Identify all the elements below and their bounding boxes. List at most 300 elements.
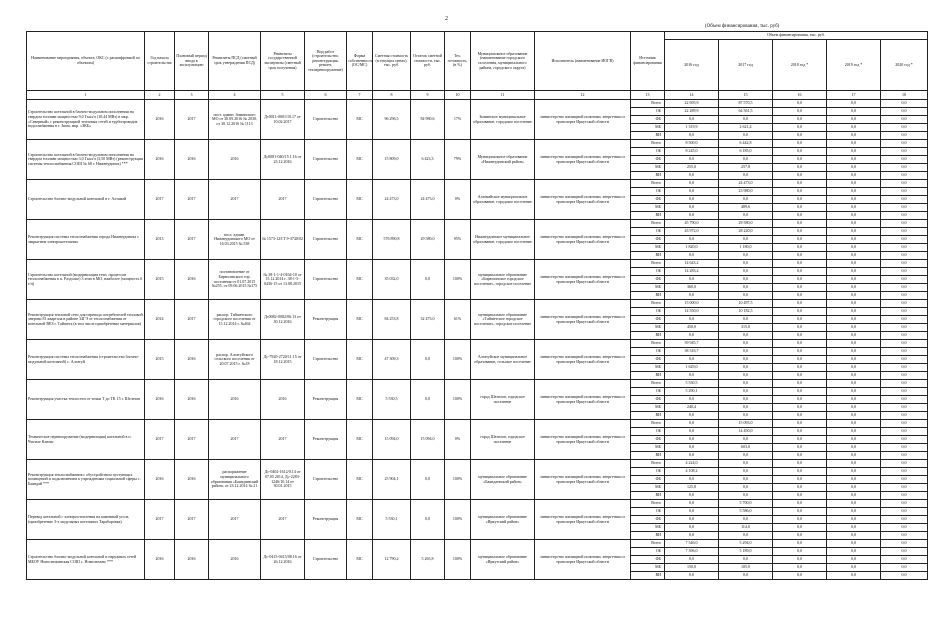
value-2018: 0,0 (773, 532, 827, 540)
value-2019: 0,0 (827, 156, 881, 164)
header-executor: Исполнитель (наименование ИОГВ) (535, 32, 631, 91)
funding-source: ВИ (631, 292, 665, 300)
value-2020: 0,0 (881, 356, 928, 364)
psd-details: 2017 (209, 500, 261, 540)
value-2019: 0,0 (827, 340, 881, 348)
value-2017: 2 621,4 (719, 124, 773, 132)
value-2018: 0,0 (773, 380, 827, 388)
value-2018: 0,0 (773, 476, 827, 484)
table-row (27, 180, 928, 188)
psd-details: распор. Тайшетского городского поселения от 15.12.2014 г. №464 (209, 300, 261, 340)
value-2018: 0,0 (773, 452, 827, 460)
value-2017: 0,0 (719, 396, 773, 404)
value-2020: 0,0 (881, 388, 928, 396)
work-type: Строительство (305, 460, 347, 500)
table-row (27, 380, 928, 388)
funding-source: Всего (631, 260, 665, 268)
municipality: муниципальное образование «Бирюсинское городское поселение», городское поселение (471, 260, 535, 300)
value-2018: 0,0 (773, 148, 827, 156)
object-name: Строительство котельной (модернизация техн. процессов теплоснабжения в п. Раздолье) 3 этап в МО, наиболее (мощность 6 т/ч) (27, 260, 145, 300)
value-2016: 0,0 (665, 188, 719, 196)
municipality: муниципальное образование «Баяндаевский район» (471, 460, 535, 500)
column-number: 14 (665, 91, 719, 100)
value-2017: 0,0 (719, 212, 773, 220)
value-2016: 39 945,7 (665, 340, 719, 348)
value-2017: 0,0 (719, 132, 773, 140)
executor: министерство жилищной политики, энергетики и транспорта Иркутской области (535, 460, 631, 500)
funding-source: МБ (631, 564, 665, 572)
header-2020: 2020 год * (881, 40, 928, 91)
value-2016: 0,0 (665, 276, 719, 284)
value-2019: 0,0 (827, 108, 881, 116)
remainder-cost: 0,0 (411, 380, 445, 420)
value-2020: 0,0 (881, 444, 928, 452)
value-2018: 0,0 (773, 356, 827, 364)
value-2018: 0,0 (773, 212, 827, 220)
ownership: МС (347, 380, 373, 420)
value-2018: 0,0 (773, 284, 827, 292)
value-2019: 0,0 (827, 140, 881, 148)
funding-source: ФБ (631, 356, 665, 364)
remainder-cost: 29 580,0 (411, 220, 445, 260)
value-2016: 43 972,0 (665, 228, 719, 236)
funding-source: ВИ (631, 532, 665, 540)
value-2019: 0,0 (827, 452, 881, 460)
value-2019: 0,0 (827, 444, 881, 452)
value-2018: 0,0 (773, 164, 827, 172)
value-2016: 0,0 (665, 204, 719, 212)
year-commission: 2017 (175, 300, 209, 340)
value-2017: 0,0 (719, 372, 773, 380)
value-2020: 0,0 (881, 268, 928, 276)
value-2018: 0,0 (773, 492, 827, 500)
value-2020: 0,0 (881, 340, 928, 348)
value-2020: 0,0 (881, 164, 928, 172)
value-2020: 0,0 (881, 396, 928, 404)
value-2017: 64 561,5 (719, 108, 773, 116)
expertise-details: Дс-0402-1612/0.14 от 07.05.2014, Дс-2283-1246/10.14 от 30.01.2015 (261, 460, 305, 500)
funding-source: ВИ (631, 172, 665, 180)
object-name: Строительство блочно-модульной котельной и наружных сетей МБОУ Новоснежинская СОШ с. Новоснежно *** (27, 540, 145, 580)
funding-source: Всего (631, 420, 665, 428)
value-2020: 0,0 (881, 436, 928, 444)
value-2018: 0,0 (773, 260, 827, 268)
value-2017: 0,0 (719, 316, 773, 324)
ownership: МС (347, 220, 373, 260)
value-2020: 0,0 (881, 492, 928, 500)
header-name: Наименование мероприятия, объекта, ОКС (с расшифровкой по объектам) (27, 32, 145, 91)
year-start: 2016 (145, 540, 175, 580)
remainder-cost: 32 473,0 (411, 300, 445, 340)
table-row (27, 300, 928, 308)
value-2019: 0,0 (827, 220, 881, 228)
header-work-type: Вид работ (строительство, реконструкция, ремонт, техперевооружение) (305, 32, 347, 91)
municipality: Муниципальное образование «Нижнеудинский район» (471, 140, 535, 180)
expertise-details: Дс0082-0082/06.13 от 30.12.2016 (261, 300, 305, 340)
value-2019: 0,0 (827, 460, 881, 468)
value-2020: 0,0 (881, 500, 928, 508)
readiness: 100% (445, 380, 471, 420)
value-2020: 0,0 (881, 196, 928, 204)
value-2018: 0,0 (773, 228, 827, 236)
value-2018: 0,0 (773, 468, 827, 476)
value-2019: 0,0 (827, 532, 881, 540)
value-2020: 0,0 (881, 412, 928, 420)
value-2020: 0,0 (881, 108, 928, 116)
psd-details: 2017 (209, 180, 261, 220)
funding-source: ФБ (631, 196, 665, 204)
value-2017: 0,0 (719, 532, 773, 540)
year-start: 2017 (145, 420, 175, 460)
column-number: 15 (719, 91, 773, 100)
psd-details: распор. Алгатуйского сельского поселения от 20.07.2015 г. №18 (209, 340, 261, 380)
ownership: МС (347, 540, 373, 580)
value-2018: 0,0 (773, 276, 827, 284)
value-2018: 0,0 (773, 388, 827, 396)
expertise-details: 2017 (261, 180, 305, 220)
estimate-cost: 25 904,1 (373, 460, 411, 500)
value-2016: 0,0 (665, 196, 719, 204)
ownership: МС (347, 340, 373, 380)
value-2019: 0,0 (827, 356, 881, 364)
value-2019: 0,0 (827, 164, 881, 172)
value-2019: 0,0 (827, 380, 881, 388)
value-2020: 0,0 (881, 204, 928, 212)
value-2019: 0,0 (827, 412, 881, 420)
value-2020: 0,0 (881, 124, 928, 132)
column-number: 17 (827, 91, 881, 100)
value-2018: 0,0 (773, 556, 827, 564)
value-2019: 0,0 (827, 196, 881, 204)
value-2016: 255,0 (665, 164, 719, 172)
value-2020: 0,0 (881, 220, 928, 228)
object-name: Строительство котельной в блочно-модульном исполнении на твердом топливе мощностью 9,0 Гкал/ч (10,44 МВт) в мкр. «Северный» с реконструкцией тепловых сетей и трубопроводов водоснабжения в г. Зима, мкр. «ЗКБ» (27, 100, 145, 140)
value-2019: 0,0 (827, 476, 881, 484)
value-2019: 0,0 (827, 180, 881, 188)
value-2017: 6 442,8 (719, 140, 773, 148)
value-2017: 0,0 (719, 260, 773, 268)
year-commission: 2016 (175, 460, 209, 500)
expertise-details: № 38-1-1-4-0164-10 от 15.12.2014 г. 38-1-5-0436-15 от 13.08.2015 (261, 260, 305, 300)
psd-details: распоряжение муниципального образования «Баяндаевский район» от 23.12.2014 № 21 (209, 460, 261, 500)
executor: министерство жилищной политики, энергетики и транспорта Иркутской области (535, 540, 631, 580)
value-2017: 0,0 (719, 252, 773, 260)
readiness: 100% (445, 540, 471, 580)
funding-source: ВИ (631, 252, 665, 260)
object-name: Техническое перевооружение (модернизация) котельной в п. Чистые Ключи (27, 420, 145, 460)
funding-source: ОБ (631, 148, 665, 156)
estimate-cost: 35 032,0 (373, 260, 411, 300)
value-2016: 0,0 (665, 116, 719, 124)
value-2018: 0,0 (773, 572, 827, 580)
funding-source: ВИ (631, 492, 665, 500)
header-expertise: Реквизиты государственной экспертизы (сметный срок получения) (261, 32, 305, 91)
value-2017: 14 450,0 (719, 428, 773, 436)
value-2016: 0,0 (665, 396, 719, 404)
executor: министерство жилищной политики, энергетики и транспорта Иркутской области (535, 380, 631, 420)
value-2020: 0,0 (881, 524, 928, 532)
value-2016: 0,0 (665, 452, 719, 460)
value-2020: 0,0 (881, 380, 928, 388)
value-2016: 125,8 (665, 484, 719, 492)
work-type: Реконструкция (305, 420, 347, 460)
psd-details: пост. админ. Зиминского МО от 30.09.2016 № 2030, от 30.12.2016 № 1113 (209, 100, 261, 140)
funding-source: ФБ (631, 516, 665, 524)
value-2018: 0,0 (773, 116, 827, 124)
value-2018: 0,0 (773, 132, 827, 140)
value-2017: 24 473,0 (719, 180, 773, 188)
value-2017: 489,6 (719, 204, 773, 212)
value-2018: 0,0 (773, 268, 827, 276)
estimate-cost: 15 809,0 (373, 140, 411, 180)
value-2020: 0,0 (881, 244, 928, 252)
column-number: 5 (261, 91, 305, 100)
value-2017: 0,0 (719, 268, 773, 276)
funding-source: ФБ (631, 236, 665, 244)
value-2018: 0,0 (773, 484, 827, 492)
value-2018: 0,0 (773, 316, 827, 324)
value-2017: 0,0 (719, 404, 773, 412)
value-2019: 0,0 (827, 516, 881, 524)
table-row (27, 500, 928, 508)
value-2017: 0,0 (719, 460, 773, 468)
value-2018: 0,0 (773, 156, 827, 164)
value-2020: 0,0 (881, 564, 928, 572)
year-start: 2016 (145, 140, 175, 180)
value-2020: 0,0 (881, 332, 928, 340)
municipality: Зиминское муниципальное образование, городское поселение (471, 100, 535, 140)
value-2020: 0,0 (881, 484, 928, 492)
value-2016: 0,0 (665, 508, 719, 516)
estimate-cost: 84 253,8 (373, 300, 411, 340)
value-2020: 0,0 (881, 236, 928, 244)
value-2020: 0,0 (881, 428, 928, 436)
funding-source: ВИ (631, 132, 665, 140)
value-2016: 5 530,5 (665, 380, 719, 388)
value-2019: 0,0 (827, 420, 881, 428)
remainder-cost: 24 473,0 (411, 180, 445, 220)
value-2019: 0,0 (827, 212, 881, 220)
value-2018: 0,0 (773, 460, 827, 468)
value-2016: 0,0 (665, 476, 719, 484)
municipality: город Шелехов, городское поселение (471, 380, 535, 420)
psd-details: 2017 (209, 420, 261, 460)
funding-source: Всего (631, 340, 665, 348)
year-start: 2015 (145, 340, 175, 380)
header-2017: 2017 год (719, 40, 773, 91)
value-2019: 0,0 (827, 148, 881, 156)
value-2020: 0,0 (881, 572, 928, 580)
expertise-details: Дс-0415-0415/08.16 от 26.12.2016 (261, 540, 305, 580)
value-2017: 0,0 (719, 468, 773, 476)
value-2016: 15 000,0 (665, 300, 719, 308)
value-2018: 0,0 (773, 252, 827, 260)
year-start: 2016 (145, 100, 175, 140)
readiness: 95% (445, 220, 471, 260)
value-2019: 0,0 (827, 524, 881, 532)
column-number: 18 (881, 91, 928, 100)
remainder-cost: 0,0 (411, 500, 445, 540)
funding-source: Всего (631, 500, 665, 508)
value-2019: 0,0 (827, 388, 881, 396)
column-number: 3 (175, 91, 209, 100)
expertise-details: Дс0081-040/15.1.16 от 23.12.2016 (261, 140, 305, 180)
table-row (27, 140, 928, 148)
value-2016: 1 820,0 (665, 244, 719, 252)
value-2020: 0,0 (881, 300, 928, 308)
value-2016: 38 316,7 (665, 348, 719, 356)
header-2016: 2016 год (665, 40, 719, 91)
value-2020: 0,0 (881, 420, 928, 428)
value-2016: 0,0 (665, 556, 719, 564)
funding-source: ФБ (631, 396, 665, 404)
table-row (27, 260, 928, 268)
value-2017: 603,0 (719, 444, 773, 452)
executor: министерство жилищной политики, энергетики и транспорта Иркутской области (535, 180, 631, 220)
executor: министерство жилищной политики, энергетики и транспорта Иркутской области (535, 220, 631, 260)
value-2016: 14 283,2 (665, 268, 719, 276)
value-2018: 0,0 (773, 244, 827, 252)
value-2016: 0,0 (665, 156, 719, 164)
value-2018: 0,0 (773, 348, 827, 356)
value-2019: 0,0 (827, 548, 881, 556)
funding-source: ФБ (631, 316, 665, 324)
municipality: муниципальное образование «Иркутский район» (471, 540, 535, 580)
value-2020: 0,0 (881, 284, 928, 292)
value-2017: 0,0 (719, 348, 773, 356)
funding-source: Всего (631, 380, 665, 388)
value-2019: 0,0 (827, 468, 881, 476)
value-2019: 0,0 (827, 508, 881, 516)
funding-source: ФБ (631, 476, 665, 484)
value-2017: 315,0 (719, 324, 773, 332)
value-2020: 0,0 (881, 228, 928, 236)
value-2019: 0,0 (827, 284, 881, 292)
header-ownership: Форма собственности (ОС/МС) (347, 32, 373, 91)
value-2018: 0,0 (773, 180, 827, 188)
value-2018: 0,0 (773, 524, 827, 532)
value-2020: 0,0 (881, 172, 928, 180)
year-commission: 2017 (175, 100, 209, 140)
funding-source: Всего (631, 460, 665, 468)
funding-source: ВИ (631, 412, 665, 420)
value-2019: 0,0 (827, 404, 881, 412)
value-2019: 0,0 (827, 332, 881, 340)
value-2019: 0,0 (827, 132, 881, 140)
value-2019: 0,0 (827, 100, 881, 108)
executor: министерство жилищной политики, энергетики и транспорта Иркутской области (535, 300, 631, 340)
value-2017: 5 700,0 (719, 500, 773, 508)
estimate-cost: 576 890,8 (373, 220, 411, 260)
value-2017: 105,0 (719, 564, 773, 572)
value-2017: 114,0 (719, 524, 773, 532)
estimate-cost: 96 296,5 (373, 100, 411, 140)
expertise-details: 2016 (261, 380, 305, 420)
page-number: 2 (445, 16, 448, 22)
funding-source: Всего (631, 540, 665, 548)
ownership: МС (347, 100, 373, 140)
value-2019: 0,0 (827, 252, 881, 260)
funding-source: МБ (631, 284, 665, 292)
expertise-details: 2017 (261, 420, 305, 460)
value-2020: 0,0 (881, 404, 928, 412)
value-2018: 0,0 (773, 364, 827, 372)
readiness: 100% (445, 340, 471, 380)
value-2018: 0,0 (773, 108, 827, 116)
estimate-cost: 47 309,3 (373, 340, 411, 380)
value-2020: 0,0 (881, 212, 928, 220)
value-2018: 0,0 (773, 436, 827, 444)
year-commission: 2016 (175, 340, 209, 380)
value-2019: 0,0 (827, 436, 881, 444)
value-2019: 0,0 (827, 308, 881, 316)
funding-source: МБ (631, 444, 665, 452)
header-psd: Реквизиты ПСД (сметный срок утверждения ПСД) (209, 32, 261, 91)
value-2017: 23 980,0 (719, 188, 773, 196)
value-2016: 0,0 (665, 492, 719, 500)
value-2018: 0,0 (773, 172, 827, 180)
value-2017: 0,0 (719, 492, 773, 500)
funding-source: ОБ (631, 348, 665, 356)
readiness: 17% (445, 100, 471, 140)
value-2020: 0,0 (881, 292, 928, 300)
value-2018: 0,0 (773, 340, 827, 348)
year-start: 2015 (145, 260, 175, 300)
value-2016: 0,0 (665, 292, 719, 300)
table-row (27, 220, 928, 228)
funding-source: МБ (631, 164, 665, 172)
value-2019: 0,0 (827, 372, 881, 380)
column-number: 13 (631, 91, 665, 100)
value-2018: 0,0 (773, 332, 827, 340)
value-2016: 0,0 (665, 172, 719, 180)
year-commission: 2016 (175, 380, 209, 420)
value-2019: 0,0 (827, 348, 881, 356)
value-2018: 0,0 (773, 516, 827, 524)
value-2016: 0,0 (665, 252, 719, 260)
header-municipality: Муниципальное образование (наименование городского поселения, муниципального района, городского округа) (471, 32, 535, 91)
table-row (27, 460, 928, 468)
funding-source: Всего (631, 300, 665, 308)
value-2019: 0,0 (827, 556, 881, 564)
value-2020: 0,0 (881, 508, 928, 516)
work-type: Строительство (305, 180, 347, 220)
year-commission: 2017 (175, 420, 209, 460)
municipality: Нижнеудинское муниципальное образование, городское поселение (471, 220, 535, 260)
value-2016: 0,0 (665, 516, 719, 524)
value-2020: 0,0 (881, 364, 928, 372)
value-2016: 14 643,2 (665, 260, 719, 268)
funding-source: ВИ (631, 572, 665, 580)
value-2020: 0,0 (881, 148, 928, 156)
value-2017: 257,8 (719, 164, 773, 172)
work-type: Реконструкция (305, 300, 347, 340)
value-2018: 0,0 (773, 564, 827, 572)
value-2017: 0,0 (719, 332, 773, 340)
value-2016: 0,0 (665, 524, 719, 532)
readiness: 100% (445, 500, 471, 540)
object-name: Строительство котельной в блочно-модульном исполнении на твердом топливе мощностью 3,0 Гкал/ч (3,50 МВт) (реконструкция системы теплоснабжения СОШ № 68 г. Нижнеудинск) *** (27, 140, 145, 180)
value-2016: 14 550,0 (665, 308, 719, 316)
value-2017: 0,0 (719, 356, 773, 364)
value-2019: 0,0 (827, 492, 881, 500)
remainder-cost: 0,0 (411, 260, 445, 300)
object-name: Реконструкция участка теплосети от точки Т до ТК 15 г. Шелехов (27, 380, 145, 420)
value-2016: 360,0 (665, 284, 719, 292)
funding-source: ВИ (631, 212, 665, 220)
value-2020: 0,0 (881, 324, 928, 332)
estimate-cost: 5 530,5 (373, 380, 411, 420)
